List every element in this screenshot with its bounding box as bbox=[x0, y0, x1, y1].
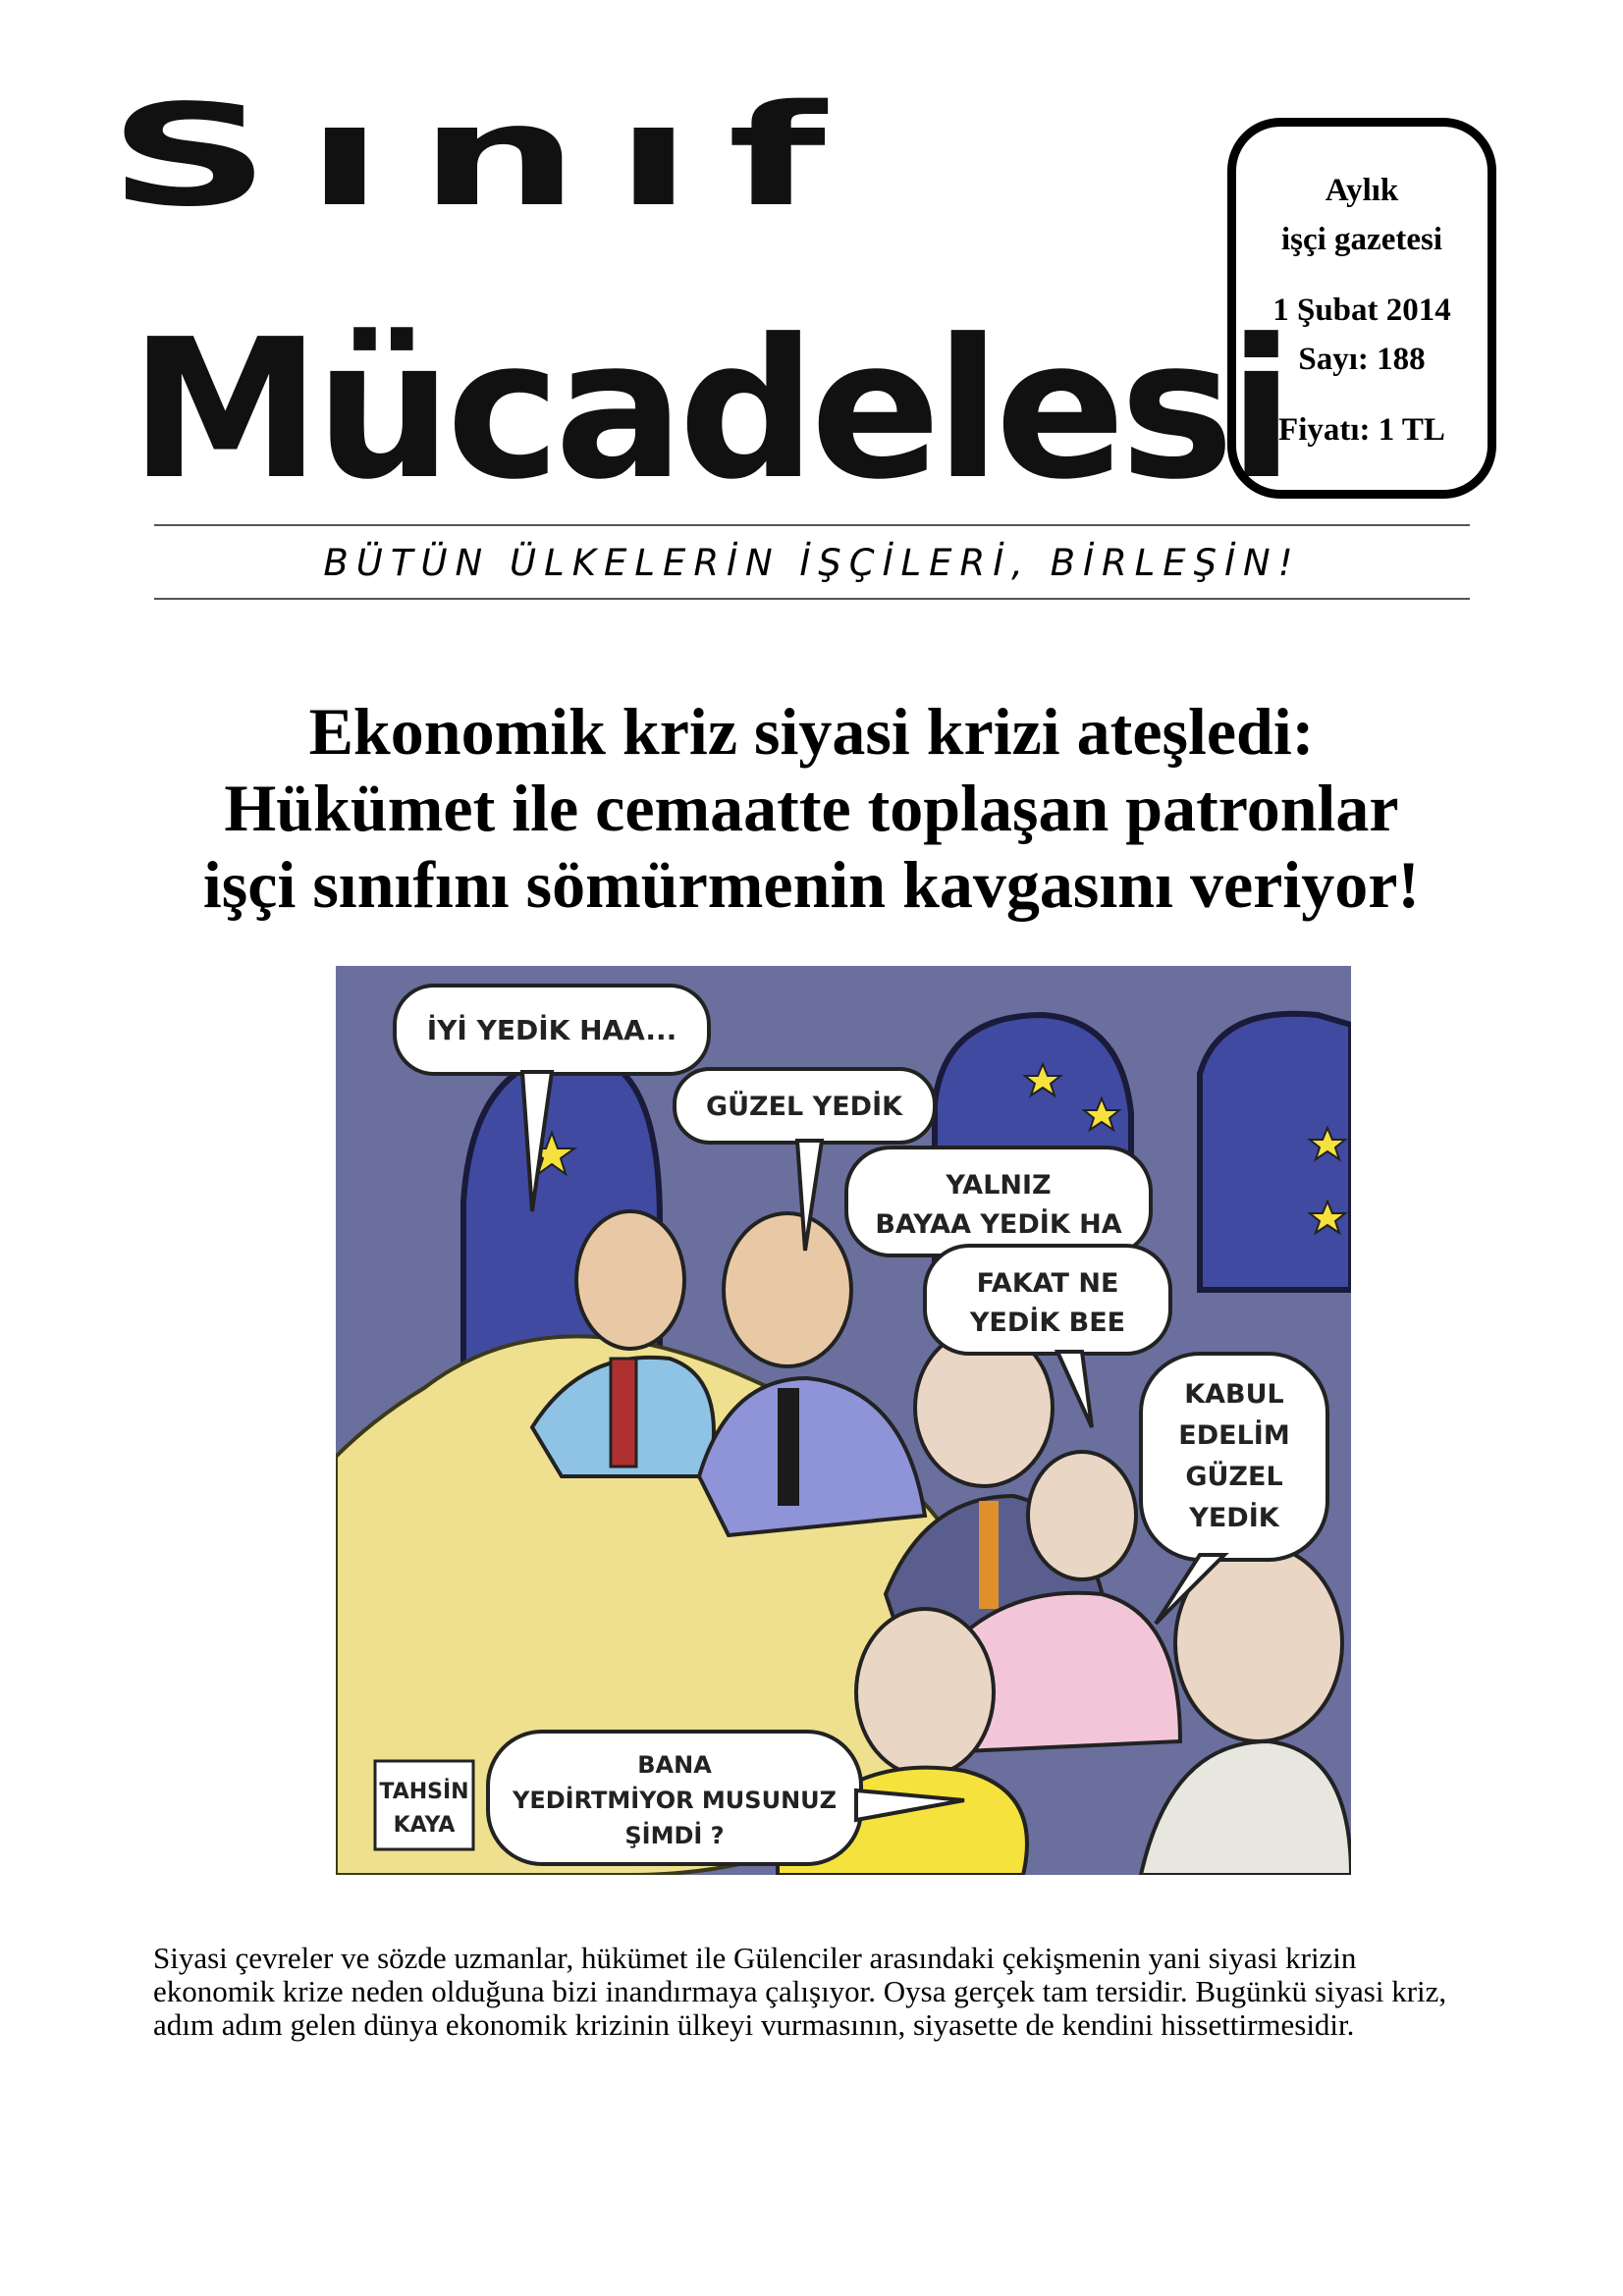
issue-info-box bbox=[1227, 118, 1496, 499]
bubble-5-text-line3: GÜZEL bbox=[1185, 1462, 1283, 1492]
headline-line1: Ekonomik kriz siyasi krizi ateşledi: bbox=[308, 694, 1315, 769]
cartoon-illustration bbox=[336, 966, 1351, 1875]
slogan: BÜTÜN ÜLKELERİN İŞÇİLERİ, BİRLEŞİN! bbox=[323, 542, 1301, 584]
bubble-6-text-line2: YEDİRTMİYOR MUSUNUZ bbox=[512, 1787, 838, 1814]
signature-line2: KAYA bbox=[393, 1813, 456, 1838]
bubble-1-text: İYİ YEDİK HAA... bbox=[426, 1014, 677, 1046]
bubble-5-text-line4: YEDİK bbox=[1189, 1503, 1279, 1533]
masthead-title-line2: Mücadelesi bbox=[130, 298, 1289, 522]
editorial-cartoon bbox=[336, 966, 1351, 1875]
issue-price: Fiyatı: 1 TL bbox=[1278, 412, 1445, 448]
headline bbox=[98, 693, 1525, 923]
masthead-title-line1: Sınıf bbox=[108, 75, 862, 239]
publication-subtitle: işçi gazetesi bbox=[1280, 222, 1443, 257]
headline-line3: işçi sınıfını sömürmenin kavgasını veriyor! bbox=[202, 847, 1421, 922]
issue-date: 1 Şubat 2014 bbox=[1272, 293, 1451, 328]
bubble-3-text-line2: BAYAA YEDİK HA bbox=[875, 1209, 1122, 1240]
publication-type: Aylık bbox=[1325, 173, 1399, 208]
bubble-5-text-line2: EDELİM bbox=[1178, 1420, 1290, 1451]
headline-line2: Hükümet ile cemaatte toplaşan patronlar bbox=[224, 771, 1399, 845]
bubble-4-text-line1: FAKAT NE bbox=[976, 1268, 1119, 1299]
article-lead-paragraph: Siyasi çevreler ve sözde uzmanlar, hükümet ile Gülenciler arasındaki çekişmenin yani siyasi krizin ekonomik krize neden olduğuna bizi inandırmaya çalışıyor. Oysa gerçek tam tersidir. Bugünkü siyasi kriz, adım adım gelen dünya ekonomik krizinin ülkeyi vurmasının, siyasette de kendini hissettirmesidir. bbox=[153, 1941, 1447, 2042]
bottom-rule bbox=[154, 598, 1470, 600]
bubble-3-text-line1: YALNIZ bbox=[946, 1170, 1052, 1201]
bubble-5-text-line1: KABUL bbox=[1184, 1379, 1284, 1410]
bubble-2-text: GÜZEL YEDİK bbox=[705, 1092, 903, 1122]
bubble-4-text-line2: YEDİK BEE bbox=[969, 1308, 1126, 1338]
signature-line1: TAHSİN bbox=[379, 1780, 469, 1804]
top-rule bbox=[154, 524, 1470, 526]
cartoonist-signature bbox=[375, 1761, 473, 1849]
issue-number: Sayı: 188 bbox=[1298, 342, 1426, 377]
bubble-6-text-line1: BANA bbox=[637, 1751, 712, 1779]
bubble-6-text-line3: ŞİMDİ ? bbox=[624, 1822, 725, 1849]
